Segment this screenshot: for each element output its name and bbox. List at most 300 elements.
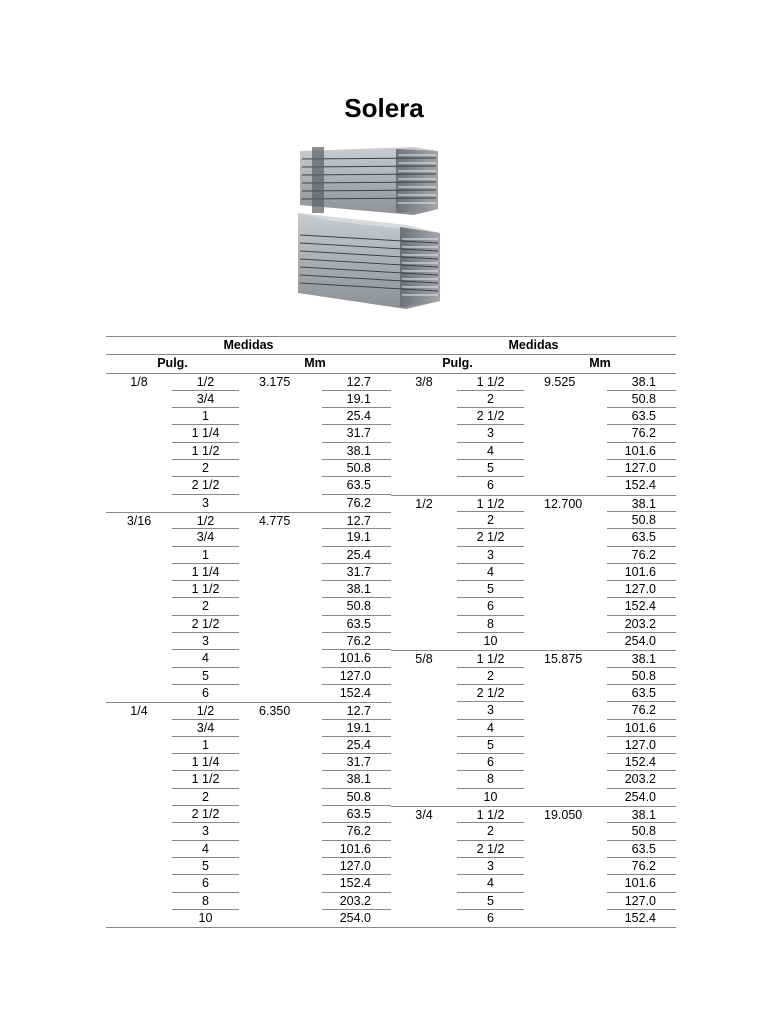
table-row xyxy=(106,633,676,650)
pulg-width: 1 1/2 xyxy=(172,771,239,788)
pulg-thickness xyxy=(391,529,457,546)
mm-thickness: 9.525 xyxy=(544,374,576,389)
table-row xyxy=(106,391,676,408)
mm-thickness xyxy=(239,391,322,408)
table-row xyxy=(106,374,676,391)
pulg-thickness xyxy=(106,875,172,892)
pulg-thickness: 3/16 xyxy=(106,512,172,529)
mm-width: 50.8 xyxy=(607,391,676,408)
mm-thickness: 3.175 xyxy=(259,374,291,389)
pulg-width: 3 xyxy=(172,633,239,650)
mm-thickness xyxy=(239,771,322,788)
table-row xyxy=(106,771,676,788)
mm-width: 50.8 xyxy=(607,668,676,685)
pulg-width: 2 1/2 xyxy=(457,408,524,425)
table-row xyxy=(106,495,676,512)
pulg-thickness xyxy=(391,564,457,581)
pulg-thickness xyxy=(391,702,457,719)
pulg-thickness xyxy=(391,893,457,910)
pulg-width: 10 xyxy=(198,910,213,925)
pulg-thickness xyxy=(391,685,457,702)
mm-width: 76.2 xyxy=(346,495,371,510)
table-row xyxy=(106,893,676,910)
mm-thickness xyxy=(524,581,607,598)
pulg-thickness xyxy=(106,443,172,460)
mm-width: 25.4 xyxy=(322,408,391,425)
table-row xyxy=(106,685,676,702)
mm-width: 25.4 xyxy=(322,737,391,754)
pulg-width: 4 xyxy=(457,564,524,581)
pulg-width: 2 xyxy=(457,668,524,685)
pulg-width: 6 xyxy=(487,478,494,493)
unit-header-row xyxy=(106,355,676,373)
mm-width: 127.0 xyxy=(322,858,391,875)
mm-width: 203.2 xyxy=(322,893,391,910)
mm-thickness xyxy=(239,823,322,840)
pulg-width: 4 xyxy=(172,650,239,667)
mm-header: Mm xyxy=(589,356,611,371)
table-row xyxy=(106,875,676,892)
mm-width: 101.6 xyxy=(607,720,676,737)
table-row xyxy=(106,754,676,771)
pulg-width: 1 1/2 xyxy=(172,443,239,460)
pulg-thickness xyxy=(391,408,457,425)
pulg-width: 1 xyxy=(172,547,239,564)
pulg-thickness xyxy=(106,841,172,858)
mm-width: 101.6 xyxy=(607,875,676,892)
medidas-header: Medidas xyxy=(508,338,559,352)
pulg-thickness xyxy=(106,581,172,598)
mm-width: 31.7 xyxy=(322,754,391,771)
pulg-thickness xyxy=(391,910,457,927)
pulg-thickness: 3/8 xyxy=(415,374,433,389)
mm-width: 63.5 xyxy=(322,616,391,633)
mm-thickness xyxy=(524,754,607,771)
pulg-thickness xyxy=(106,806,172,823)
pulg-width: 2 xyxy=(172,460,239,477)
pulg-width: 2 xyxy=(457,391,524,408)
mm-width: 12.7 xyxy=(322,512,391,529)
mm-thickness xyxy=(524,685,607,702)
mm-width: 101.6 xyxy=(607,564,676,581)
pulg-width: 3 xyxy=(172,823,239,840)
mm-thickness xyxy=(239,408,322,425)
pulg-width: 5 xyxy=(172,668,239,685)
pulg-width: 10 xyxy=(483,634,498,649)
mm-thickness xyxy=(524,771,607,788)
pulg-width: 6 xyxy=(487,910,494,925)
mm-width: 38.1 xyxy=(607,374,676,391)
mm-thickness xyxy=(239,460,322,477)
mm-header: Mm xyxy=(304,356,326,371)
mm-width: 76.2 xyxy=(322,823,391,840)
pulg-width: 2 xyxy=(457,512,524,529)
pulg-width: 5 xyxy=(457,893,524,910)
pulg-thickness xyxy=(391,477,457,494)
mm-width: 63.5 xyxy=(322,806,391,823)
mm-thickness: 19.050 xyxy=(524,806,607,823)
mm-width: 38.1 xyxy=(607,806,676,823)
pulg-width: 2 xyxy=(172,598,239,615)
pulg-width: 2 1/2 xyxy=(457,529,524,546)
mm-width: 203.2 xyxy=(607,771,676,788)
pulg-width: 5 xyxy=(457,737,524,754)
pulg-width: 2 1/2 xyxy=(457,841,524,858)
mm-thickness xyxy=(239,425,322,442)
mm-thickness xyxy=(239,477,322,494)
mm-thickness xyxy=(239,737,322,754)
mm-thickness xyxy=(239,754,322,771)
pulg-width: 1 1/2 xyxy=(172,581,239,598)
medidas-header: Medidas xyxy=(223,338,274,352)
mm-thickness xyxy=(239,910,322,927)
mm-width: 38.1 xyxy=(607,495,676,512)
pulg-thickness xyxy=(391,720,457,737)
mm-thickness xyxy=(239,650,322,667)
pulg-thickness xyxy=(391,443,457,460)
mm-width: 31.7 xyxy=(322,425,391,442)
mm-width: 127.0 xyxy=(607,460,676,477)
mm-width: 152.4 xyxy=(607,598,676,615)
pulg-width: 6 xyxy=(457,754,524,771)
mm-thickness xyxy=(239,668,322,685)
pulg-width: 3 xyxy=(457,858,524,875)
pulg-thickness xyxy=(391,616,457,633)
mm-width: 76.2 xyxy=(322,633,391,650)
mm-thickness xyxy=(239,529,322,546)
mm-thickness xyxy=(524,875,607,892)
pulg-thickness xyxy=(106,685,172,702)
table-row xyxy=(106,529,676,546)
mm-thickness xyxy=(239,875,322,892)
mm-thickness xyxy=(239,495,322,512)
pulg-width: 1 xyxy=(172,408,239,425)
pulg-width: 1 1/2 xyxy=(457,650,524,667)
mm-width: 152.4 xyxy=(322,875,391,892)
pulg-width: 6 xyxy=(172,875,239,892)
mm-width: 19.1 xyxy=(322,529,391,546)
page-title: Solera xyxy=(344,93,424,123)
pulg-thickness xyxy=(106,477,172,494)
table-row xyxy=(106,443,676,460)
mm-thickness xyxy=(524,408,607,425)
pulg-width: 4 xyxy=(457,443,524,460)
mm-width: 101.6 xyxy=(322,841,391,858)
mm-width: 101.6 xyxy=(607,443,676,460)
pulg-thickness xyxy=(106,668,172,685)
mm-thickness xyxy=(524,789,607,806)
table-row xyxy=(106,477,676,494)
mm-width: 50.8 xyxy=(322,598,391,615)
mm-width: 76.2 xyxy=(607,702,676,719)
mm-thickness xyxy=(239,547,322,564)
mm-width: 19.1 xyxy=(322,391,391,408)
mm-thickness: 4.775 xyxy=(239,512,322,529)
steel-bars-image xyxy=(296,143,446,311)
pulg-thickness xyxy=(391,875,457,892)
pulg-width: 2 1/2 xyxy=(457,685,524,702)
pulg-width: 6 xyxy=(202,685,209,700)
mm-width: 50.8 xyxy=(607,512,676,529)
mm-width: 152.4 xyxy=(624,478,656,493)
mm-width: 63.5 xyxy=(607,841,676,858)
mm-thickness xyxy=(239,685,322,702)
mm-width: 63.5 xyxy=(607,685,676,702)
mm-width: 127.0 xyxy=(607,737,676,754)
mm-thickness: 6.350 xyxy=(239,702,322,719)
pulg-thickness xyxy=(106,633,172,650)
pulg-thickness xyxy=(391,754,457,771)
table-row xyxy=(106,668,676,685)
pulg-thickness xyxy=(106,495,172,512)
table-row xyxy=(106,841,676,858)
mm-thickness xyxy=(524,443,607,460)
pulg-width: 3 xyxy=(457,702,524,719)
pulg-thickness xyxy=(391,598,457,615)
mm-width: 38.1 xyxy=(607,650,676,667)
table-row xyxy=(106,581,676,598)
pulg-width: 5 xyxy=(457,460,524,477)
pulg-thickness xyxy=(106,598,172,615)
mm-thickness xyxy=(524,841,607,858)
pulg-width: 1 1/2 xyxy=(457,806,524,823)
pulg-header: Pulg. xyxy=(157,356,188,371)
mm-width: 50.8 xyxy=(322,460,391,477)
mm-thickness xyxy=(524,391,607,408)
pulg-width: 3 xyxy=(457,547,524,564)
pulg-width: 8 xyxy=(172,893,239,910)
pulg-width: 4 xyxy=(457,875,524,892)
mm-thickness xyxy=(239,564,322,581)
pulg-width: 4 xyxy=(457,720,524,737)
pulg-thickness xyxy=(391,858,457,875)
mm-thickness xyxy=(239,806,322,823)
pulg-width: 1/2 xyxy=(172,702,239,719)
pulg-width: 4 xyxy=(172,841,239,858)
mm-width: 63.5 xyxy=(607,408,676,425)
mm-thickness xyxy=(524,668,607,685)
pulg-width: 3/4 xyxy=(172,391,239,408)
pulg-width: 2 xyxy=(172,789,239,806)
pulg-width: 2 1/2 xyxy=(172,806,239,823)
pulg-thickness xyxy=(106,910,172,927)
mm-thickness: 15.875 xyxy=(524,650,607,667)
table-row xyxy=(106,460,676,477)
pulg-thickness xyxy=(391,633,457,650)
pulg-thickness xyxy=(106,460,172,477)
mm-width: 19.1 xyxy=(322,720,391,737)
mm-width: 12.7 xyxy=(322,374,391,391)
mm-width: 50.8 xyxy=(322,789,391,806)
pulg-width: 1 1/4 xyxy=(172,754,239,771)
pulg-thickness: 5/8 xyxy=(391,650,457,667)
mm-thickness xyxy=(239,633,322,650)
pulg-thickness xyxy=(106,823,172,840)
pulg-width: 8 xyxy=(457,771,524,788)
mm-width: 152.4 xyxy=(607,754,676,771)
mm-thickness xyxy=(239,720,322,737)
table-row xyxy=(106,737,676,754)
pulg-thickness xyxy=(106,858,172,875)
pulg-thickness xyxy=(391,668,457,685)
table-row xyxy=(106,806,676,823)
pulg-header: Pulg. xyxy=(442,356,473,371)
pulg-thickness xyxy=(106,771,172,788)
pulg-width: 3 xyxy=(202,495,209,510)
solera-dimensions-table xyxy=(106,336,676,928)
mm-thickness xyxy=(524,564,607,581)
mm-thickness xyxy=(524,616,607,633)
mm-thickness xyxy=(239,858,322,875)
pulg-thickness xyxy=(391,771,457,788)
mm-width: 254.0 xyxy=(339,910,371,925)
pulg-width: 1 xyxy=(172,737,239,754)
mm-thickness xyxy=(524,702,607,719)
mm-thickness xyxy=(524,460,607,477)
table-body xyxy=(106,374,676,928)
pulg-thickness: 1/2 xyxy=(391,495,457,512)
pulg-thickness xyxy=(106,893,172,910)
mm-thickness xyxy=(524,720,607,737)
pulg-thickness xyxy=(106,650,172,667)
pulg-width: 1 1/4 xyxy=(172,564,239,581)
mm-thickness xyxy=(524,477,607,494)
group-header-row xyxy=(106,337,676,355)
pulg-thickness xyxy=(106,720,172,737)
pulg-width: 3/4 xyxy=(172,720,239,737)
mm-thickness xyxy=(524,893,607,910)
mm-width: 101.6 xyxy=(322,650,391,667)
pulg-thickness xyxy=(391,581,457,598)
mm-thickness xyxy=(524,737,607,754)
mm-thickness xyxy=(239,841,322,858)
pulg-thickness xyxy=(391,425,457,442)
mm-width: 127.0 xyxy=(607,581,676,598)
mm-thickness xyxy=(524,823,607,840)
mm-thickness xyxy=(524,512,607,529)
pulg-width: 1/2 xyxy=(172,374,239,391)
pulg-width: 5 xyxy=(172,858,239,875)
pulg-width: 3/4 xyxy=(172,529,239,546)
mm-thickness xyxy=(239,443,322,460)
pulg-thickness: 3/4 xyxy=(391,806,457,823)
mm-thickness xyxy=(239,789,322,806)
pulg-width: 6 xyxy=(457,598,524,615)
pulg-width: 5 xyxy=(457,581,524,598)
mm-thickness xyxy=(239,893,322,910)
mm-thickness xyxy=(524,910,607,927)
mm-width: 38.1 xyxy=(322,771,391,788)
mm-width: 25.4 xyxy=(322,547,391,564)
pulg-thickness xyxy=(391,391,457,408)
mm-width: 50.8 xyxy=(607,823,676,840)
table-row xyxy=(106,425,676,442)
pulg-width: 3 xyxy=(457,425,524,442)
pulg-width: 8 xyxy=(457,616,524,633)
pulg-thickness xyxy=(106,408,172,425)
pulg-thickness xyxy=(391,789,457,806)
table-row xyxy=(106,650,676,667)
pulg-thickness xyxy=(106,737,172,754)
pulg-thickness xyxy=(106,425,172,442)
mm-width: 31.7 xyxy=(322,564,391,581)
pulg-width: 1 1/2 xyxy=(457,374,524,391)
pulg-thickness xyxy=(106,789,172,806)
table-row xyxy=(106,910,676,927)
mm-thickness xyxy=(239,581,322,598)
pulg-thickness: 1/4 xyxy=(106,702,172,719)
mm-thickness xyxy=(524,858,607,875)
pulg-thickness: 1/8 xyxy=(130,374,148,389)
table-row xyxy=(106,564,676,581)
table-row xyxy=(106,720,676,737)
mm-width: 203.2 xyxy=(607,616,676,633)
pulg-thickness xyxy=(391,841,457,858)
pulg-thickness xyxy=(106,564,172,581)
pulg-thickness xyxy=(106,754,172,771)
pulg-thickness xyxy=(391,460,457,477)
mm-width: 12.7 xyxy=(322,702,391,719)
table-row xyxy=(106,823,676,840)
pulg-width: 1 1/2 xyxy=(457,495,524,512)
mm-thickness xyxy=(524,547,607,564)
mm-width: 127.0 xyxy=(322,668,391,685)
mm-width: 38.1 xyxy=(322,443,391,460)
pulg-thickness xyxy=(106,547,172,564)
table-row xyxy=(106,598,676,615)
table-row xyxy=(106,547,676,564)
mm-width: 76.2 xyxy=(607,547,676,564)
table-row xyxy=(106,858,676,875)
table-row xyxy=(106,702,676,719)
mm-thickness xyxy=(239,616,322,633)
pulg-thickness xyxy=(391,737,457,754)
pulg-thickness xyxy=(106,529,172,546)
mm-width: 127.0 xyxy=(607,893,676,910)
pulg-width: 2 1/2 xyxy=(172,477,239,494)
pulg-thickness xyxy=(391,547,457,564)
mm-width: 63.5 xyxy=(607,529,676,546)
pulg-width: 1 1/4 xyxy=(172,425,239,442)
mm-width: 76.2 xyxy=(607,858,676,875)
table-row xyxy=(106,408,676,425)
pulg-thickness xyxy=(391,512,457,529)
mm-thickness xyxy=(524,598,607,615)
pulg-width: 10 xyxy=(483,789,498,804)
mm-thickness xyxy=(239,598,322,615)
mm-width: 38.1 xyxy=(322,581,391,598)
mm-thickness xyxy=(524,425,607,442)
table-row xyxy=(106,789,676,806)
mm-width: 152.4 xyxy=(339,685,371,700)
mm-thickness xyxy=(524,633,607,650)
table-row xyxy=(106,512,676,529)
pulg-width: 2 xyxy=(457,823,524,840)
mm-width: 76.2 xyxy=(607,425,676,442)
mm-width: 63.5 xyxy=(322,477,391,494)
pulg-width: 2 1/2 xyxy=(172,616,239,633)
pulg-width: 1/2 xyxy=(172,512,239,529)
mm-width: 152.4 xyxy=(624,910,656,925)
table-row xyxy=(106,616,676,633)
mm-thickness xyxy=(524,529,607,546)
pulg-thickness xyxy=(106,391,172,408)
mm-width: 254.0 xyxy=(624,789,656,804)
pulg-thickness xyxy=(106,616,172,633)
mm-width: 254.0 xyxy=(624,634,656,649)
mm-thickness: 12.700 xyxy=(524,495,607,512)
pulg-thickness xyxy=(391,823,457,840)
